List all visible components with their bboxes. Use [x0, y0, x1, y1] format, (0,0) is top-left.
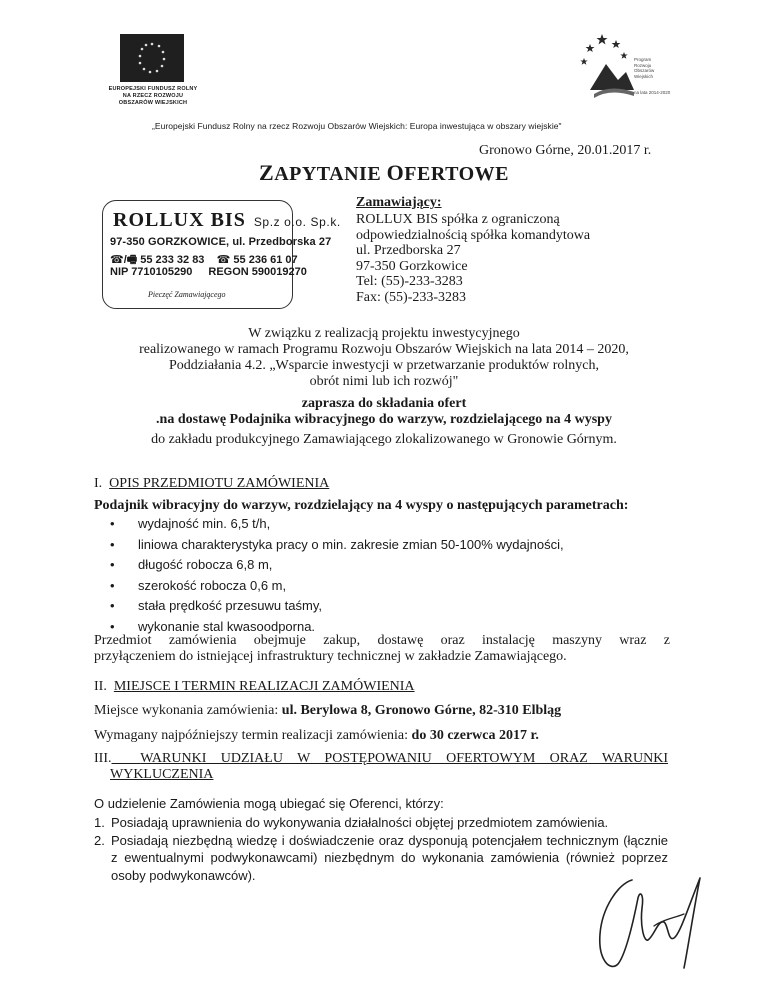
- handwritten-signature: [588, 868, 718, 978]
- invite-line: zaprasza do składania ofert: [301, 396, 467, 411]
- document-title: [0, 160, 768, 186]
- eu-stars-icon: [120, 34, 184, 82]
- stamp-phone: ☎ 55 236 61 07: [216, 254, 298, 266]
- prow-line: Rozwoju: [634, 62, 652, 68]
- conditions-list: [94, 814, 668, 884]
- invite-line: .na dostawę Podajnika wibracyjnego do warzyw, rozdzielającego na 4 wyspy: [156, 412, 612, 427]
- stamp-company: ROLLUX BIS: [113, 209, 246, 231]
- orderer-heading: Zamawiający:: [356, 195, 442, 210]
- stamp-ids: [110, 266, 307, 278]
- section-number: I.: [94, 476, 103, 491]
- intro-line: realizowanego w ramach Programu Rozwoju Obszarów Wiejskich na lata 2014 – 2020,: [139, 342, 629, 357]
- eu-fund-line: OBSZARÓW WIEJSKICH: [118, 100, 188, 106]
- orderer-line: odpowiedzialnością spółka komandytowa: [356, 227, 591, 243]
- eu-flag-logo: [120, 34, 184, 82]
- deadline-label: Wymagany najpóźniejszy termin realizacji zamówienia:: [94, 728, 412, 743]
- spec-text: stała prędkość przesuwu taśmy,: [138, 598, 322, 614]
- deadline: [94, 728, 539, 744]
- eu-fund-name: [88, 86, 218, 107]
- prow-line: Obszarów: [634, 68, 655, 73]
- spec-text: wydajność min. 6,5 t/h,: [138, 516, 271, 531]
- place-and-date: Gronowo Górne, 20.01.2017 r.: [479, 143, 652, 158]
- section-number: III.: [94, 751, 112, 766]
- item-number: 1.: [94, 815, 105, 830]
- orderer-line: ul. Przedborska 27: [356, 243, 461, 258]
- place-value: ul. Berylowa 8, Gronowo Górne, 82-310 Elbląg: [281, 703, 562, 718]
- intro-line: Poddziałania 4.2. „Wsparcie inwestycji w przetwarzanie produktów rolnych,: [169, 358, 599, 373]
- bullet: •: [110, 536, 115, 552]
- stamp-caption: Pieczęć Zamawiającego: [148, 290, 226, 299]
- spec-list: [110, 514, 564, 638]
- list-item: [110, 514, 564, 535]
- intro-line: W związku z realizacją projektu inwestycyjnego: [248, 326, 520, 341]
- title-part: APYTANIE: [274, 163, 387, 185]
- prow-years: na lata 2014-2020: [634, 90, 671, 95]
- list-item: [110, 555, 564, 576]
- condition-text: Posiadają uprawnienia do wykonywania działalności objętej przedmiotem zamówienia.: [111, 815, 609, 830]
- prow-line: Wiejskich: [634, 73, 654, 79]
- scope-line: Przedmiot zamówienia obejmuje zakup, dostawę oraz instalację maszyny wraz z: [94, 633, 670, 648]
- section-2-heading: [94, 679, 415, 695]
- eu-fund-line: EUROPEJSKI FUNDUSZ ROLNY: [108, 86, 198, 92]
- section-3-title-line: WYKLUCZENIA: [110, 767, 214, 782]
- title-part: FERTOWE: [404, 163, 509, 185]
- stamp-company-suffix: Sp.z o.o. Sp.k.: [253, 215, 341, 229]
- section-number: II.: [94, 679, 107, 694]
- title-initial: O: [386, 160, 405, 185]
- conditions-intro: O udzielenie Zamówienia mogą ubiegać się Oferenci, którzy:: [94, 796, 444, 811]
- bullet: •: [110, 516, 115, 531]
- list-item: [110, 576, 564, 597]
- intro-paragraph: [0, 326, 768, 390]
- condition-text: Posiadają niezbędną wiedzę i doświadczenie oraz dysponują potencjałem technicznym (łącznie z ewentualnymi podwykonawcami) niezbędnym do wykonania zamówienia (również poprzez osoby podwykonawców).: [111, 832, 668, 883]
- item-number: 2.: [94, 832, 105, 848]
- deadline-value: do 30 czerwca 2017 r.: [411, 728, 539, 743]
- fund-slogan: „Europejski Fundusz Rolny na rzecz Rozwoju Obszarów Wiejskich: Europa inwestująca w obszary wiejskie": [152, 121, 562, 131]
- bullet: •: [110, 577, 115, 593]
- orderer-line: Tel: (55)-233-3283: [356, 274, 463, 289]
- list-item: [110, 596, 564, 617]
- section-3-title-line: [94, 751, 668, 767]
- scope-paragraph: [94, 633, 670, 665]
- title-initial: Z: [259, 160, 275, 185]
- section-1-heading: [94, 476, 329, 492]
- delivery-location: do zakładu produkcyjnego Zamawiającego zlokalizowanego w Gronowie Górnym.: [151, 432, 617, 447]
- list-item: [94, 832, 668, 885]
- eu-fund-line: NA RZECZ ROZWOJU: [122, 93, 184, 99]
- bullet: •: [110, 618, 115, 634]
- list-item: [94, 814, 668, 832]
- orderer-line: 97-350 Gorzkowice: [356, 258, 468, 274]
- delivery-place: [94, 703, 561, 719]
- stamp-address: 97-350 GORZKOWICE, ul. Przedborska 27: [110, 236, 332, 248]
- stamp-regon: REGON 590019270: [208, 266, 307, 278]
- place-label: Miejsce wykonania zamówienia:: [94, 703, 282, 718]
- orderer-details: [356, 212, 590, 305]
- section-title: WARUNKI UDZIAŁU W POSTĘPOWANIU OFERTOWYM ORAZ WARUNKI: [140, 751, 668, 766]
- section-title: MIEJSCE I TERMIN REALIZACJI ZAMÓWIENIA: [113, 679, 415, 694]
- intro-line: obrót nimi lub ich rozwój": [309, 374, 459, 389]
- prow-program-name: [634, 57, 654, 79]
- bullet: •: [110, 598, 115, 614]
- spec-text: liniowa charakterystyka pracy o min. zakresie zmian 50-100% wydajności,: [138, 536, 564, 552]
- stamp-company-name: [113, 209, 341, 232]
- spec-text: długość robocza 6,8 m,: [138, 557, 273, 573]
- section-title: OPIS PRZEDMIOTU ZAMÓWIENIA: [109, 476, 330, 491]
- invitation: [0, 396, 768, 428]
- stamp-phone: ☎/🖷 55 233 32 83: [110, 254, 205, 266]
- list-item: [110, 535, 564, 556]
- spec-text: wykonanie stal kwasoodporna.: [138, 618, 316, 634]
- section-3-heading: [94, 751, 668, 783]
- section-1-lead: Podajnik wibracyjny do warzyw, rozdzielający na 4 wyspy o następujących parametrach:: [94, 498, 629, 513]
- spec-text: szerokość robocza 0,6 m,: [138, 577, 287, 593]
- prow-line: Program: [634, 57, 652, 62]
- orderer-line: Fax: (55)-233-3283: [356, 289, 467, 305]
- bullet: •: [110, 557, 115, 573]
- stamp-nip: NIP 7710105290: [110, 266, 193, 278]
- orderer-line: ROLLUX BIS spółka z ograniczoną: [356, 212, 560, 227]
- scope-line: przyłączeniem do istniejącej infrastruktury technicznej w zakładzie Zamawiającego.: [94, 649, 567, 664]
